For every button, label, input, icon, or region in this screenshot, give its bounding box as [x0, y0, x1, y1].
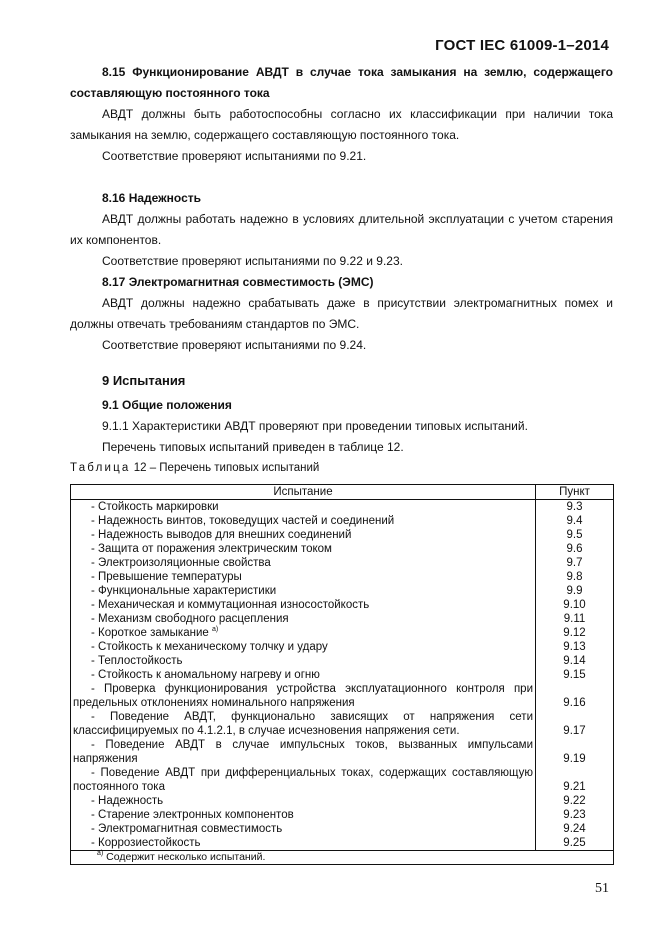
clause-number: 9.4 — [566, 515, 583, 527]
page-number: 51 — [595, 881, 609, 896]
clause-number: 9.3 — [566, 501, 583, 513]
test-name — [71, 528, 536, 542]
test-name-text: - Надежность винтов, токоведущих частей и соединений — [91, 515, 395, 527]
test-name — [71, 668, 536, 682]
table-row — [71, 682, 614, 710]
test-name-text: - Электромагнитная совместимость — [91, 823, 283, 835]
clause-number: 9.25 — [536, 836, 614, 851]
clause-number: 9.5 — [566, 529, 583, 541]
test-name — [71, 766, 536, 794]
section-8-17-compliance: Соответствие проверяют испытаниями по 9.24. — [102, 338, 367, 352]
test-name-text: - Поведение АВДТ, функционально зависящих от напряжения сети классифицируемых по 4.1.2.1, в случае исчезновения напряжения сети. — [73, 711, 533, 737]
test-name — [71, 584, 536, 598]
table-row — [71, 794, 614, 808]
table-row — [71, 626, 614, 640]
clause-number: 9.15 — [563, 669, 586, 681]
test-name — [71, 682, 536, 710]
test-name-text: - Поведение АВДТ в случае импульсных токов, вызванных импульсами напряжения — [73, 739, 533, 765]
test-name-text: - Защита от поражения электрическим током — [91, 543, 332, 555]
test-name — [71, 570, 536, 584]
table-caption-word: Таблица — [70, 462, 131, 474]
test-name — [71, 794, 536, 808]
test-name-text: - Механическая и коммутационная износостойкость — [91, 599, 370, 611]
test-name-text: - Надежность выводов для внешних соединений — [91, 529, 352, 541]
table-row — [71, 836, 614, 851]
clause-number: 9.13 — [563, 641, 586, 653]
column-header-test: Испытание — [71, 485, 536, 500]
clause-number: 9.23 — [563, 809, 586, 821]
test-name-text: - Коррозиестойкость — [91, 837, 201, 849]
section-9-title: 9 Испытания — [102, 373, 186, 388]
table-row — [71, 556, 614, 570]
table-row — [71, 738, 614, 766]
test-name-text: - Стойкость к механическому толчку и удару — [91, 641, 328, 653]
test-name-text: - Теплостойкость — [91, 655, 183, 667]
test-name — [71, 626, 536, 640]
table-row — [71, 570, 614, 584]
test-name — [71, 542, 536, 556]
test-list-table — [70, 484, 614, 865]
table-row — [71, 640, 614, 654]
table-caption-text: 12 – Перечень типовых испытаний — [133, 462, 320, 474]
table-row — [71, 822, 614, 836]
section-9-1-title: 9.1 Общие положения — [102, 398, 232, 412]
table-footnote — [71, 851, 614, 865]
table-row — [71, 584, 614, 598]
test-name — [71, 710, 536, 738]
test-name — [71, 654, 536, 668]
clause-number: 9.9 — [566, 585, 583, 597]
table-row — [71, 808, 614, 822]
table-row — [71, 500, 614, 515]
table-row — [71, 598, 614, 612]
test-name — [71, 500, 536, 515]
clause-number: 9.7 — [566, 557, 583, 569]
test-name-text: - Короткое замыкание — [91, 627, 209, 639]
table-caption — [70, 460, 613, 476]
section-8-16-title: 8.16 Надежность — [102, 191, 202, 205]
test-name — [71, 598, 536, 612]
test-name — [71, 556, 536, 570]
test-name — [71, 822, 536, 836]
table-header-row — [71, 485, 614, 500]
test-name-text: - Функциональные характеристики — [91, 585, 277, 597]
footnote-mark: a) — [97, 850, 104, 857]
test-name — [71, 738, 536, 766]
section-8-17-title: 8.17 Электромагнитная совместимость (ЭМС) — [102, 275, 374, 289]
test-name-text: - Механизм свободного расцепления — [91, 613, 289, 625]
clause-number: 9.14 — [563, 655, 586, 667]
test-name — [71, 836, 536, 851]
section-8-16-text: АВДТ должны работать надежно в условиях длительной эксплуатации с учетом старения их компонентов. — [70, 212, 613, 247]
footnote-text: Содержит несколько испытаний. — [106, 851, 266, 863]
clause-number: 9.22 — [563, 795, 586, 807]
test-name-text: - Проверка функционирования устройства эксплуатационного контроля при предельных отклонениях номинального напряжения — [73, 683, 533, 709]
clause-number: 9.16 — [563, 697, 586, 709]
table-row — [71, 514, 614, 528]
section-8-15-compliance: Соответствие проверяют испытаниями по 9.21. — [102, 149, 367, 163]
clause-number: 9.12 — [563, 627, 586, 639]
section-8-17-text: АВДТ должны надежно срабатывать даже в присутствии электромагнитных помех и должны отвечать требованиям стандартов по ЭМС. — [70, 296, 613, 331]
table-body — [71, 500, 614, 851]
clause-number: 9.21 — [563, 781, 586, 793]
section-8-15-title: 8.15 Функционирование АВДТ в случае тока замыкания на землю, содержащего составляющую постоянного тока — [70, 65, 613, 100]
clause-number: 9.6 — [566, 543, 583, 555]
test-name — [71, 808, 536, 822]
test-name-text: - Стойкость к аномальному нагреву и огню — [91, 669, 320, 681]
test-name-text: - Старение электронных компонентов — [91, 809, 294, 821]
column-header-item: Пункт — [536, 485, 614, 500]
clause-number: 9.24 — [563, 823, 586, 835]
test-name-text: - Стойкость маркировки — [91, 501, 219, 513]
clause-number: 9.17 — [563, 725, 586, 737]
section-9-1-table-ref: Перечень типовых испытаний приведен в таблице 12. — [102, 440, 404, 454]
table-row — [71, 528, 614, 542]
test-name — [71, 640, 536, 654]
table-row — [71, 542, 614, 556]
test-name — [71, 612, 536, 626]
table-footnote-row — [71, 851, 614, 865]
section-8-15-text: АВДТ должны быть работоспособны согласно их классификации при наличии тока замыкания на землю, содержащего составляющую постоянного тока. — [70, 107, 613, 142]
table-row — [71, 612, 614, 626]
table-row — [71, 766, 614, 794]
note-mark: a) — [211, 626, 219, 633]
document-body — [70, 62, 613, 476]
section-8-16-compliance: Соответствие проверяют испытаниями по 9.22 и 9.23. — [102, 254, 403, 268]
clause-number: 9.10 — [563, 599, 586, 611]
section-9-1-1-text: 9.1.1 Характеристики АВДТ проверяют при проведении типовых испытаний. — [102, 419, 528, 433]
test-name-text: - Превышение температуры — [91, 571, 242, 583]
test-name-text: - Поведение АВДТ при дифференциальных токах, содержащих составляющую постоянного тока — [73, 767, 533, 793]
table-row — [71, 668, 614, 682]
clause-number: 9.19 — [563, 753, 586, 765]
table-row — [71, 654, 614, 668]
clause-number: 9.11 — [563, 613, 586, 625]
test-name-text: - Электроизоляционные свойства — [91, 557, 271, 569]
test-name-text: - Надежность — [91, 795, 164, 807]
test-name — [71, 514, 536, 528]
standard-header: ГОСТ IEC 61009-1–2014 — [435, 37, 609, 54]
table-row — [71, 710, 614, 738]
clause-number: 9.8 — [566, 571, 583, 583]
